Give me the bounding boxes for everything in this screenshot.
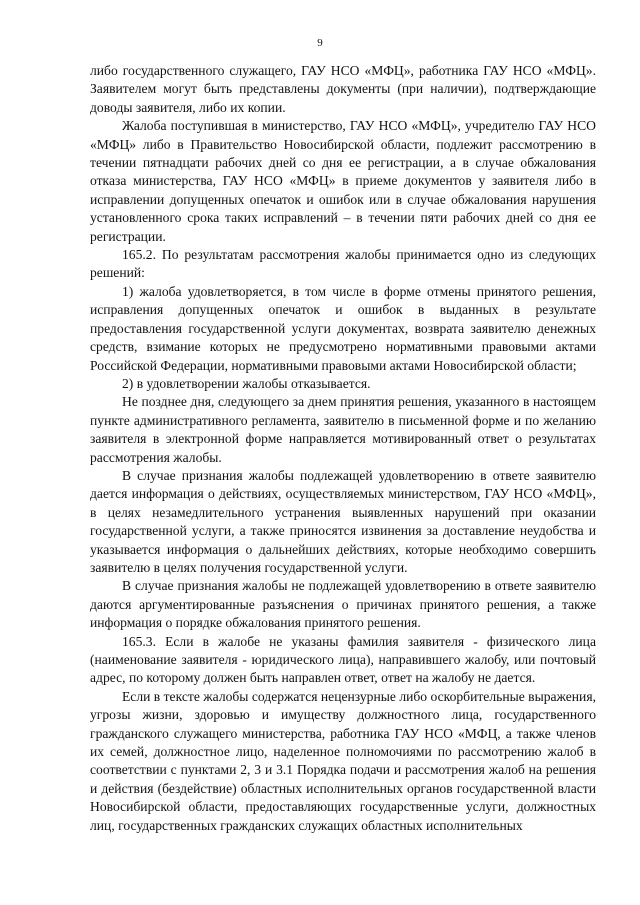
paragraph-satisfied-complaint: В случае признания жалобы подлежащей удовлетворению в ответе заявителю дается информация о действиях, осуществляемых министерством, ГАУ НСО «МФЦ», в целях незамедлительного устранения выявленных нарушений при оказании государственной услуги, а также приносятся извинения за доставление неудобства и указывается информация о дальнейших действиях, которые необходимо совершить заявителю в целях получения государственной услуги. (90, 467, 596, 575)
paragraph-rejected-complaint: В случае признания жалобы не подлежащей удовлетворению в ответе заявителю даются аргументированные разъяснения о причинах принятого решения, а также информация о порядке обжалования принятого решения. (90, 578, 596, 631)
paragraph-response-deadline: Не позднее дня, следующего за днем принятия решения, указанного в настоящем пункте административного регламента, заявителю в письменной форме и по желанию заявителя в электронной форме направляется мотивированный ответ о результатах рассмотрения жалобы. (90, 394, 596, 465)
paragraph-decision-1: 1) жалоба удовлетворяется, в том числе в форме отмены принятого решения, исправления допущенных опечаток и ошибок в выданных в результате предоставления государственной услуги документах, возврата заявителю денежных средств, взимание которых не предусмотрено нормативными правовыми актами Российской Федерации, нормативными правовыми актами Новосибирской области; (90, 283, 596, 373)
paragraph-165-3: 165.3. Если в жалобе не указаны фамилия заявителя - физического лица (наименование заявителя - юридического лица), направившего жалобу, или почтовый адрес, по которому должен быть направлен ответ, ответ на жалобу не дается. (90, 633, 596, 686)
paragraph-165-2: 165.2. По результатам рассмотрения жалобы принимается одно из следующих решений: (90, 247, 596, 281)
document-body (90, 62, 596, 835)
page-number: 9 (317, 37, 323, 49)
paragraph-decision-2: 2) в удовлетворении жалобы отказывается. (122, 375, 371, 391)
paragraph-complaint-terms: Жалоба поступившая в министерство, ГАУ НСО «МФЦ», учредителю ГАУ НСО «МФЦ» либо в Правительство Новосибирской области, подлежит рассмотрению в течении пятнадцати рабочих дней со дня ее регистрации, а в случае обжалования отказа министерства, ГАУ НСО «МФЦ» в приеме документов у заявителя либо в исправлении допущенных опечаток и ошибок или в случае обжалования нарушения установленного срока таких исправлений – в течении пяти рабочих дней со дня ее регистрации. (90, 118, 596, 244)
paragraph-continuation: либо государственного служащего, ГАУ НСО «МФЦ», работника ГАУ НСО «МФЦ». Заявителем могут быть представлены документы (при наличии), подтверждающие доводы заявителя, либо их копии. (90, 63, 596, 115)
paragraph-offensive-content: Если в тексте жалобы содержатся нецензурные либо оскорбительные выражения, угрозы жизни, здоровью и имуществу должностного лица, государственного гражданского служащего министерства, работника ГАУ НСО «МФЦ, а также членов их семей, должностное лицо, наделенное полномочиями по рассмотрению жалоб в соответствии с пунктами 2, 3 и 3.1 Порядка подачи и рассмотрения жалоб на решения и действия (бездействие) областных исполнительных органов государственной власти Новосибирской области, предоставляющих государственные услуги, должностных лиц, государственных гражданских служащих областных исполнительных (90, 688, 596, 833)
